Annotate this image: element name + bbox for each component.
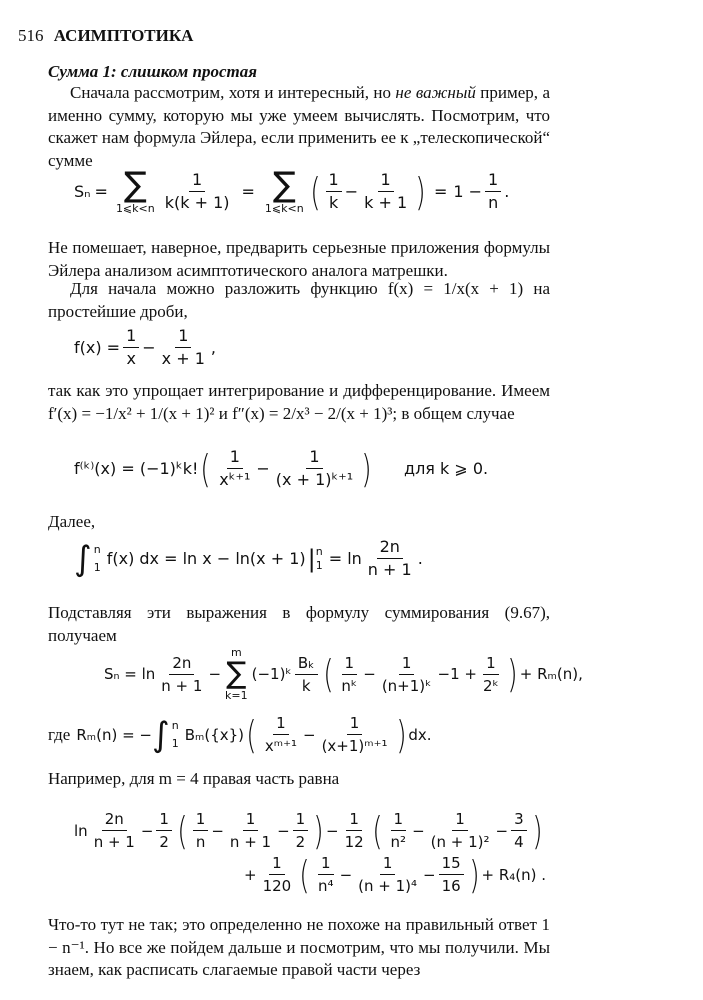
condition: для k ⩾ 0. xyxy=(404,459,489,478)
eq-lhs: f(x) = xyxy=(74,338,121,357)
fraction xyxy=(162,171,233,212)
denominator: xᵐ⁺¹ xyxy=(264,737,297,755)
paragraph-2: Не помешает, наверное, предварить серьезные приложения формулы Эйлера анализом асимптотического аналога матрешки. xyxy=(48,238,550,280)
lower-limit: 1 xyxy=(315,558,323,572)
numerator: 1 xyxy=(399,654,415,675)
numerator: 1 xyxy=(485,171,501,192)
fraction xyxy=(216,448,253,489)
denominator: (n + 1)⁴ xyxy=(358,877,418,895)
numerator: 1 xyxy=(123,327,139,348)
sum-limit: 1⩽k<n xyxy=(115,202,155,215)
equation-example-line2 xyxy=(244,854,546,895)
denominator: k(k + 1) xyxy=(164,193,230,212)
fraction xyxy=(361,171,410,212)
denominator: x xyxy=(126,349,136,368)
numerator: 1 xyxy=(380,854,396,875)
upper-limit: n xyxy=(315,544,323,558)
eq-term: + R₄(n) . xyxy=(481,865,547,884)
minus-sign: − xyxy=(142,338,156,357)
fraction xyxy=(379,654,435,695)
denominator: 2ᵏ xyxy=(482,676,499,695)
eq-lhs: Sₙ = ln xyxy=(104,665,156,683)
equals-sign: = xyxy=(241,182,255,201)
fraction xyxy=(428,810,493,851)
integral-sign: ∫ xyxy=(74,538,92,579)
denominator: 12 xyxy=(344,833,364,851)
denominator: n + 1 xyxy=(161,676,203,695)
fraction xyxy=(91,810,138,851)
denominator: n + 1 xyxy=(229,833,272,851)
numerator: 1 xyxy=(452,810,468,831)
minus-sign: − xyxy=(277,821,290,840)
numerator: 15 xyxy=(439,854,464,875)
numerator: 1 xyxy=(347,714,363,735)
denominator: k + 1 xyxy=(364,193,408,212)
equation-remainder xyxy=(48,714,432,755)
fraction xyxy=(260,854,295,895)
paragraph-5: Далее, xyxy=(48,512,96,531)
punctuation: , xyxy=(210,338,216,357)
eq-term: 1 − xyxy=(453,182,483,201)
equation-example-line1 xyxy=(74,810,544,851)
numerator: 1 xyxy=(483,654,499,675)
punctuation: . xyxy=(417,549,423,568)
minus-sign: − xyxy=(344,182,359,201)
minus-sign: − xyxy=(256,459,270,478)
fraction xyxy=(159,327,208,368)
right-paren: ) xyxy=(507,652,518,696)
equation-partial-fractions xyxy=(74,327,216,368)
equation-telescoping-sum xyxy=(74,165,510,215)
numerator: 3 xyxy=(511,810,527,831)
paragraph-4: так как это упрощает интегрирование и дифференцирование. Имеем f′(x) = −1/x² + 1/(x + 1)² и f″(x) = 2/x³ − 2/(x + 1)³; в общем случае xyxy=(48,381,550,423)
eq-term: + Rₘ(n), xyxy=(519,665,583,683)
fraction xyxy=(158,654,205,695)
denominator: (n + 1)² xyxy=(430,833,490,851)
eq-term: (−1)ᵏ xyxy=(251,665,292,683)
numerator: 1 xyxy=(273,714,289,735)
integral-limits xyxy=(172,717,179,753)
integral-limits xyxy=(94,541,101,577)
numerator: 1 xyxy=(269,854,285,875)
fraction xyxy=(227,810,274,851)
minus-sign: − xyxy=(363,665,376,683)
page-header xyxy=(18,26,193,46)
denominator: n xyxy=(488,193,499,212)
denominator: 4 xyxy=(514,833,524,851)
numerator: 2n xyxy=(169,654,194,675)
fraction xyxy=(480,654,502,695)
paragraph-8: Например, для m = 4 правая часть равна xyxy=(48,769,340,788)
denominator: n² xyxy=(390,833,407,851)
numerator: 1 xyxy=(318,854,334,875)
denominator: 16 xyxy=(441,877,461,895)
punctuation: . xyxy=(504,182,510,201)
section-title: Сумма 1: слишком простая xyxy=(48,62,257,81)
right-paren: ) xyxy=(468,852,480,897)
numerator: 2n xyxy=(102,810,127,831)
fraction xyxy=(439,854,464,895)
equation-derivative xyxy=(74,448,488,489)
right-paren: ) xyxy=(313,808,324,853)
denominator: n + 1 xyxy=(93,833,135,851)
fraction xyxy=(485,171,501,212)
numerator: 1 xyxy=(227,448,243,469)
denominator: (x+1)ᵐ⁺¹ xyxy=(321,737,388,755)
chapter-title: АСИМПТОТИКА xyxy=(53,26,194,45)
minus-sign: − xyxy=(140,821,154,840)
eq-term: −1 + xyxy=(437,665,477,683)
numerator: 1 xyxy=(342,654,358,675)
fraction xyxy=(511,810,527,851)
numerator: 1 xyxy=(326,171,342,192)
denominator: 2 xyxy=(295,833,306,851)
denominator: nᵏ xyxy=(341,676,358,695)
minus-sign: − xyxy=(495,821,509,840)
denominator: 120 xyxy=(262,877,292,895)
fraction xyxy=(123,327,139,368)
eq-term: dx. xyxy=(408,725,432,744)
emphasis-text: не важный xyxy=(395,83,476,102)
equals-sign: = xyxy=(94,182,108,201)
sum-operator: m ∑ k=1 xyxy=(225,646,248,702)
eq-term: ln xyxy=(74,821,88,840)
paragraph-6: Подставляя эти выражения в формулу суммирования (9.67), получаем xyxy=(48,603,550,645)
numerator: 1 xyxy=(189,171,205,192)
eq-lhs: Rₘ(n) = − xyxy=(76,725,152,744)
paragraph-text: Сначала рассмотрим, хотя и интересный, но xyxy=(70,83,396,102)
equals-sign: = xyxy=(433,182,448,201)
left-paren: ( xyxy=(371,808,383,853)
eval-limits xyxy=(316,545,323,573)
denominator: k xyxy=(328,193,339,212)
left-paren: ( xyxy=(246,712,257,757)
prefix-word: где xyxy=(48,724,71,744)
fraction xyxy=(338,654,360,695)
fraction xyxy=(326,171,342,212)
paragraph-9: Что-то тут не так; это определенно не похоже на правильный ответ 1 − n⁻¹. Но все же пойдем дальше и посмотрим, что мы получили. Мы знаем, как расписать слагаемые правой части через xyxy=(48,915,550,979)
paragraph-3: Для начала можно разложить функцию f(x) = 1/x(x + 1) на простейшие дроби, xyxy=(48,279,550,321)
fraction xyxy=(262,714,300,755)
numerator: 1 xyxy=(293,810,309,831)
minus-sign: − xyxy=(339,865,353,884)
left-paren: ( xyxy=(309,169,321,214)
numerator: 1 xyxy=(193,810,209,831)
lower-limit: 1 xyxy=(93,560,101,574)
equation-sum-formula xyxy=(104,646,583,702)
eq-term: = ln xyxy=(328,549,362,568)
minus-sign: − xyxy=(326,821,339,840)
right-paren: ) xyxy=(415,169,426,214)
fraction xyxy=(293,810,309,851)
eq-lhs: f⁽ᵏ⁾(x) = (−1)ᵏk! xyxy=(74,459,199,478)
minus-sign: − xyxy=(303,725,316,744)
equation-integral xyxy=(74,538,423,579)
evaluation-bar: | xyxy=(307,544,316,573)
numerator: 2n xyxy=(377,538,403,559)
denominator: (x + 1)ᵏ⁺¹ xyxy=(275,470,354,489)
sum-upper-limit: m xyxy=(230,646,242,659)
numerator: 1 xyxy=(378,171,394,192)
page-number: 516 xyxy=(18,26,44,45)
left-paren: ( xyxy=(322,652,334,696)
fraction xyxy=(156,810,172,851)
denominator: k xyxy=(301,676,311,695)
fraction xyxy=(319,714,391,755)
fraction xyxy=(193,810,209,851)
numerator: 1 xyxy=(346,810,362,831)
upper-limit: n xyxy=(171,718,179,732)
sum-operator: ∑ 1⩽k<n xyxy=(264,165,304,215)
plus-sign: + xyxy=(244,865,257,884)
fraction xyxy=(388,810,410,851)
paragraph-text: пример, а именно сумму, которую мы уже умеем вычислять. Посмотрим, что скажет нам формула Эйлера, если применить ее к „телескопической“ сумме xyxy=(48,83,550,170)
denominator: n + 1 xyxy=(367,560,412,579)
fraction xyxy=(365,538,415,579)
numerator: 1 xyxy=(175,327,191,348)
numerator: 1 xyxy=(243,810,259,831)
integral-sign: ∫ xyxy=(151,714,170,755)
denominator: 2 xyxy=(159,833,169,851)
denominator: x + 1 xyxy=(161,349,205,368)
lower-limit: 1 xyxy=(171,736,179,750)
numerator: 1 xyxy=(306,448,322,469)
fraction xyxy=(295,654,318,695)
eq-body: Bₘ({x}) xyxy=(184,725,245,744)
denominator: n xyxy=(195,833,206,851)
minus-sign: − xyxy=(423,865,436,884)
eq-body: f(x) dx = ln x − ln(x + 1) xyxy=(106,549,306,568)
left-paren: ( xyxy=(299,852,310,897)
fraction xyxy=(342,810,367,851)
minus-sign: − xyxy=(211,821,224,840)
right-paren: ) xyxy=(361,446,372,491)
paragraph-intro xyxy=(48,82,550,172)
numerator: 1 xyxy=(156,810,172,831)
denominator: xᵏ⁺¹ xyxy=(219,470,251,489)
sum-lower-limit: k=1 xyxy=(225,689,248,702)
sum-limit: 1⩽k<n xyxy=(264,202,304,215)
denominator: n⁴ xyxy=(318,877,334,895)
numerator: 1 xyxy=(391,810,407,831)
right-paren: ) xyxy=(531,808,543,853)
eq-lhs: Sₙ xyxy=(74,182,91,201)
left-paren: ( xyxy=(200,446,212,491)
fraction xyxy=(315,854,337,895)
denominator: (n+1)ᵏ xyxy=(381,676,432,695)
minus-sign: − xyxy=(208,665,222,683)
fraction xyxy=(355,854,420,895)
sum-operator: ∑ 1⩽k<n xyxy=(115,165,155,215)
fraction xyxy=(273,448,356,489)
left-paren: ( xyxy=(177,808,188,853)
minus-sign: − xyxy=(412,821,425,840)
right-paren: ) xyxy=(395,712,407,757)
numerator: Bₖ xyxy=(295,654,318,675)
upper-limit: n xyxy=(93,542,101,556)
